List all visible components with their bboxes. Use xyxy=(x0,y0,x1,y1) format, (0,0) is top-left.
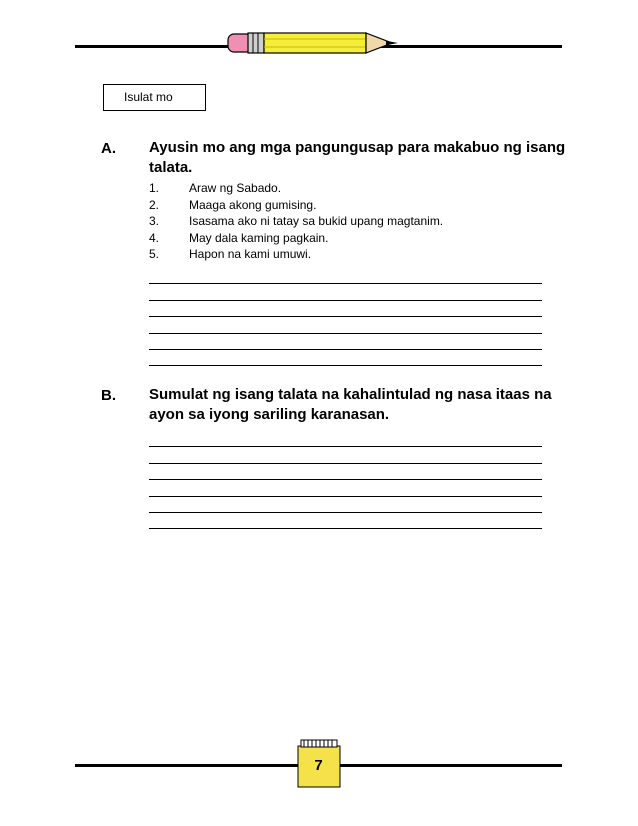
item-number: 1. xyxy=(149,181,160,195)
item-number: 5. xyxy=(149,247,160,262)
writing-line[interactable] xyxy=(149,301,542,317)
page-number: 7 xyxy=(314,757,323,774)
item-text: Araw ng Sabado. xyxy=(189,181,282,195)
writing-line[interactable] xyxy=(149,334,542,350)
item-text: Hapon na kami umuwi. xyxy=(189,247,312,262)
writing-lines-b[interactable] xyxy=(149,431,542,529)
item-text: May dala kaming pagkain. xyxy=(189,230,329,245)
section-a-instruction: Ayusin mo ang mga pangungusap para makabuo ng isang talata. xyxy=(149,139,566,176)
list-item xyxy=(149,213,443,230)
section-a-letter: A. xyxy=(101,140,116,157)
writing-line[interactable] xyxy=(149,284,542,300)
writing-lines-a[interactable] xyxy=(149,268,542,366)
writing-line[interactable] xyxy=(149,513,542,529)
section-b-letter: B. xyxy=(101,387,116,404)
writing-line[interactable] xyxy=(149,317,542,333)
item-number: 4. xyxy=(149,230,160,245)
section-b-instruction: Sumulat ng isang talata na kahalintulad ng nasa itaas na ayon sa iyong sariling karanasan. xyxy=(149,386,552,423)
pencil-icon xyxy=(226,30,408,58)
writing-line[interactable] xyxy=(149,350,542,366)
writing-line[interactable] xyxy=(149,497,542,513)
list-item xyxy=(149,230,443,247)
sentence-list xyxy=(149,180,443,263)
writing-line[interactable] xyxy=(149,431,542,447)
list-item xyxy=(149,180,443,197)
writing-line[interactable] xyxy=(149,464,542,480)
isulat-mo-label: Isulat mo xyxy=(103,84,206,111)
item-text: Isasama ako ni tatay sa bukid upang magtanim. xyxy=(189,214,444,229)
writing-line[interactable] xyxy=(149,447,542,463)
item-number: 2. xyxy=(149,197,160,212)
writing-line[interactable] xyxy=(149,268,542,284)
writing-line[interactable] xyxy=(149,480,542,496)
item-text: Maaga akong gumising. xyxy=(189,197,317,212)
item-number: 3. xyxy=(149,214,160,229)
list-item xyxy=(149,197,443,214)
list-item xyxy=(149,246,443,263)
